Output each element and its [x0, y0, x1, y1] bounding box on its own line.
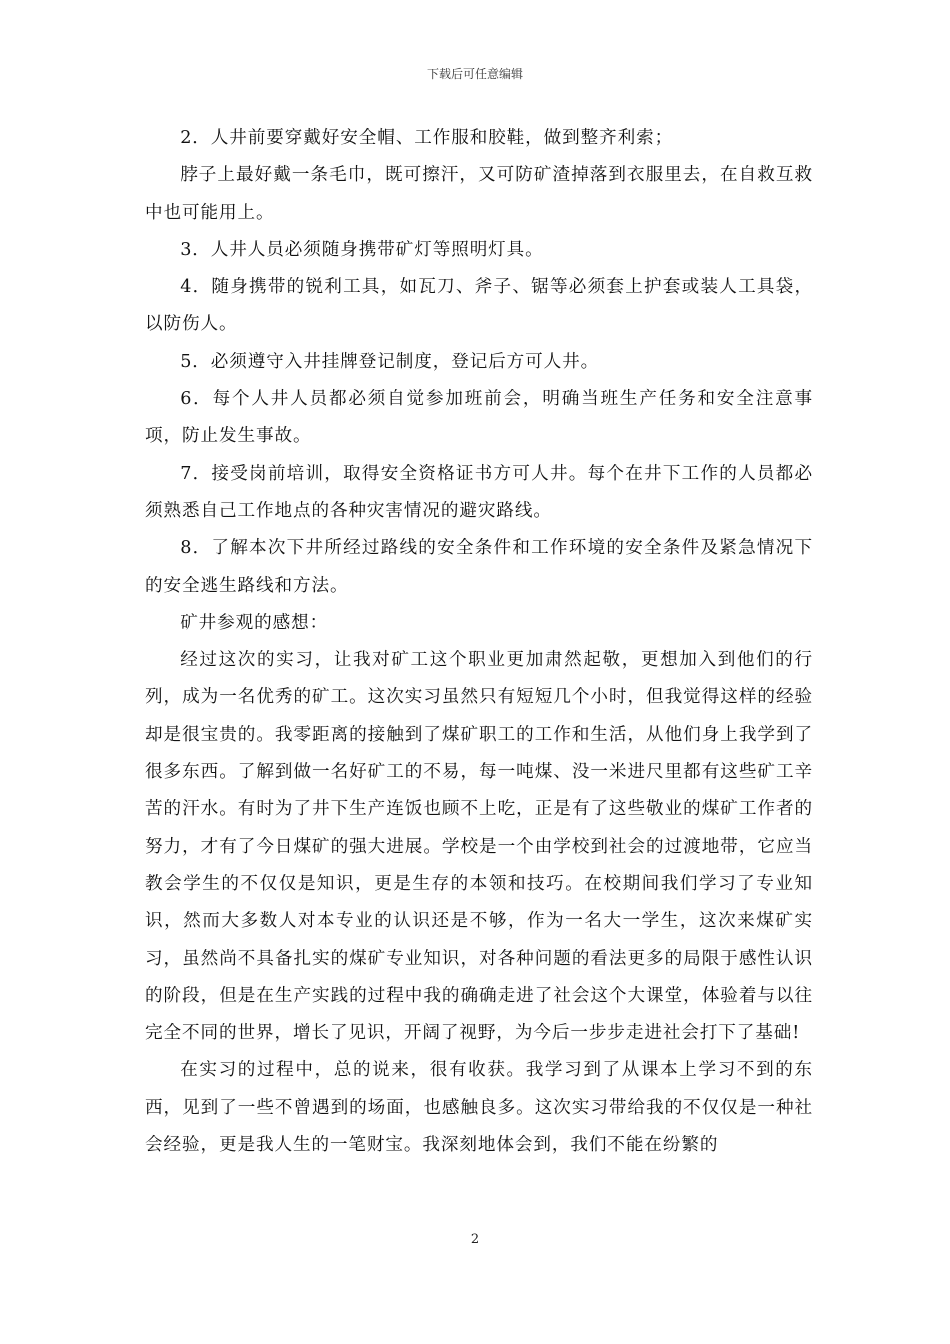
paragraph-item-5: 5．必须遵守入井挂牌登记制度，登记后方可人井。: [180, 351, 600, 372]
paragraph-reflection-1: 经过这次的实习，让我对矿工这个职业更加肃然起敬，更想加入到他们的行列，成为一名优秀的矿工。这次实习虽然只有短短几个小时，但我觉得这样的经验却是很宝贵的。我零距离的接触到了煤矿职工的工作和生活，从他们身上我学到了很多东西。了解到做一名好矿工的不易，每一吨煤、没一米进尺里都有这些矿工辛苦的汗水。有时为了井下生产连饭也顾不上吃，正是有了这些敬业的煤矿工作者的努力，才有了今日煤矿的强大进展。学校是一个由学校到社会的过渡地带，它应当教会学生的不仅仅是知识，更是生存的本领和技巧。在校期间我们学习了专业知识，然而大多数人对本专业的认识还是不够，作为一名大一学生，这次来煤矿实习，虽然尚不具备扎实的煤矿专业知识，对各种问题的看法更多的局限于感性认识的阶段，但是在生产实践的过程中我的确确走进了社会这个大课堂，体验着与以往完全不同的世界，增长了见识，开阔了视野，为今后一步步走进社会打下了基础!: [145, 650, 813, 1044]
paragraph-item-8: 8．了解本次下井所经过路线的安全条件和工作环境的安全条件及紧急情况下的安全逃生路线和方法。: [145, 538, 813, 596]
paragraph-item-7: 7．接受岗前培训，取得安全资格证书方可人井。每个在井下工作的人员都必须熟悉自己工作地点的各种灾害情况的避灾路线。: [145, 463, 813, 521]
paragraph-item-3: 3．人井人员必须随身携带矿灯等照明灯具。: [180, 239, 544, 260]
document-body: [145, 120, 813, 1164]
paragraph-item-4: 4．随身携带的锐利工具，如瓦刀、斧子、锯等必须套上护套或装人工具袋，以防伤人。: [145, 277, 813, 335]
paragraph-item-6: 6．每个人井人员都必须自觉参加班前会，明确当班生产任务和安全注意事项，防止发生事故。: [145, 389, 813, 447]
page-number: 2: [470, 1232, 480, 1247]
paragraph-towel-note: 脖子上最好戴一条毛巾，既可擦汗，又可防矿渣掉落到衣服里去，在自救互救中也可能用上。: [145, 165, 813, 223]
page-header-note: 下载后可任意编辑: [426, 67, 523, 81]
paragraph-item-2: 2．人井前要穿戴好安全帽、工作服和胶鞋，做到整齐利索；: [180, 128, 674, 148]
paragraph-reflection-2: 在实习的过程中，总的说来，很有收获。我学习到了从课本上学习不到的东西，见到了一些不曾遇到的场面，也感触良多。这次实习带给我的不仅仅是一种社会经验，更是我人生的一笔财宝。我深刻地体会到，我们不能在纷繁的: [145, 1060, 813, 1156]
section-heading-reflections: 矿井参观的感想：: [180, 612, 329, 633]
